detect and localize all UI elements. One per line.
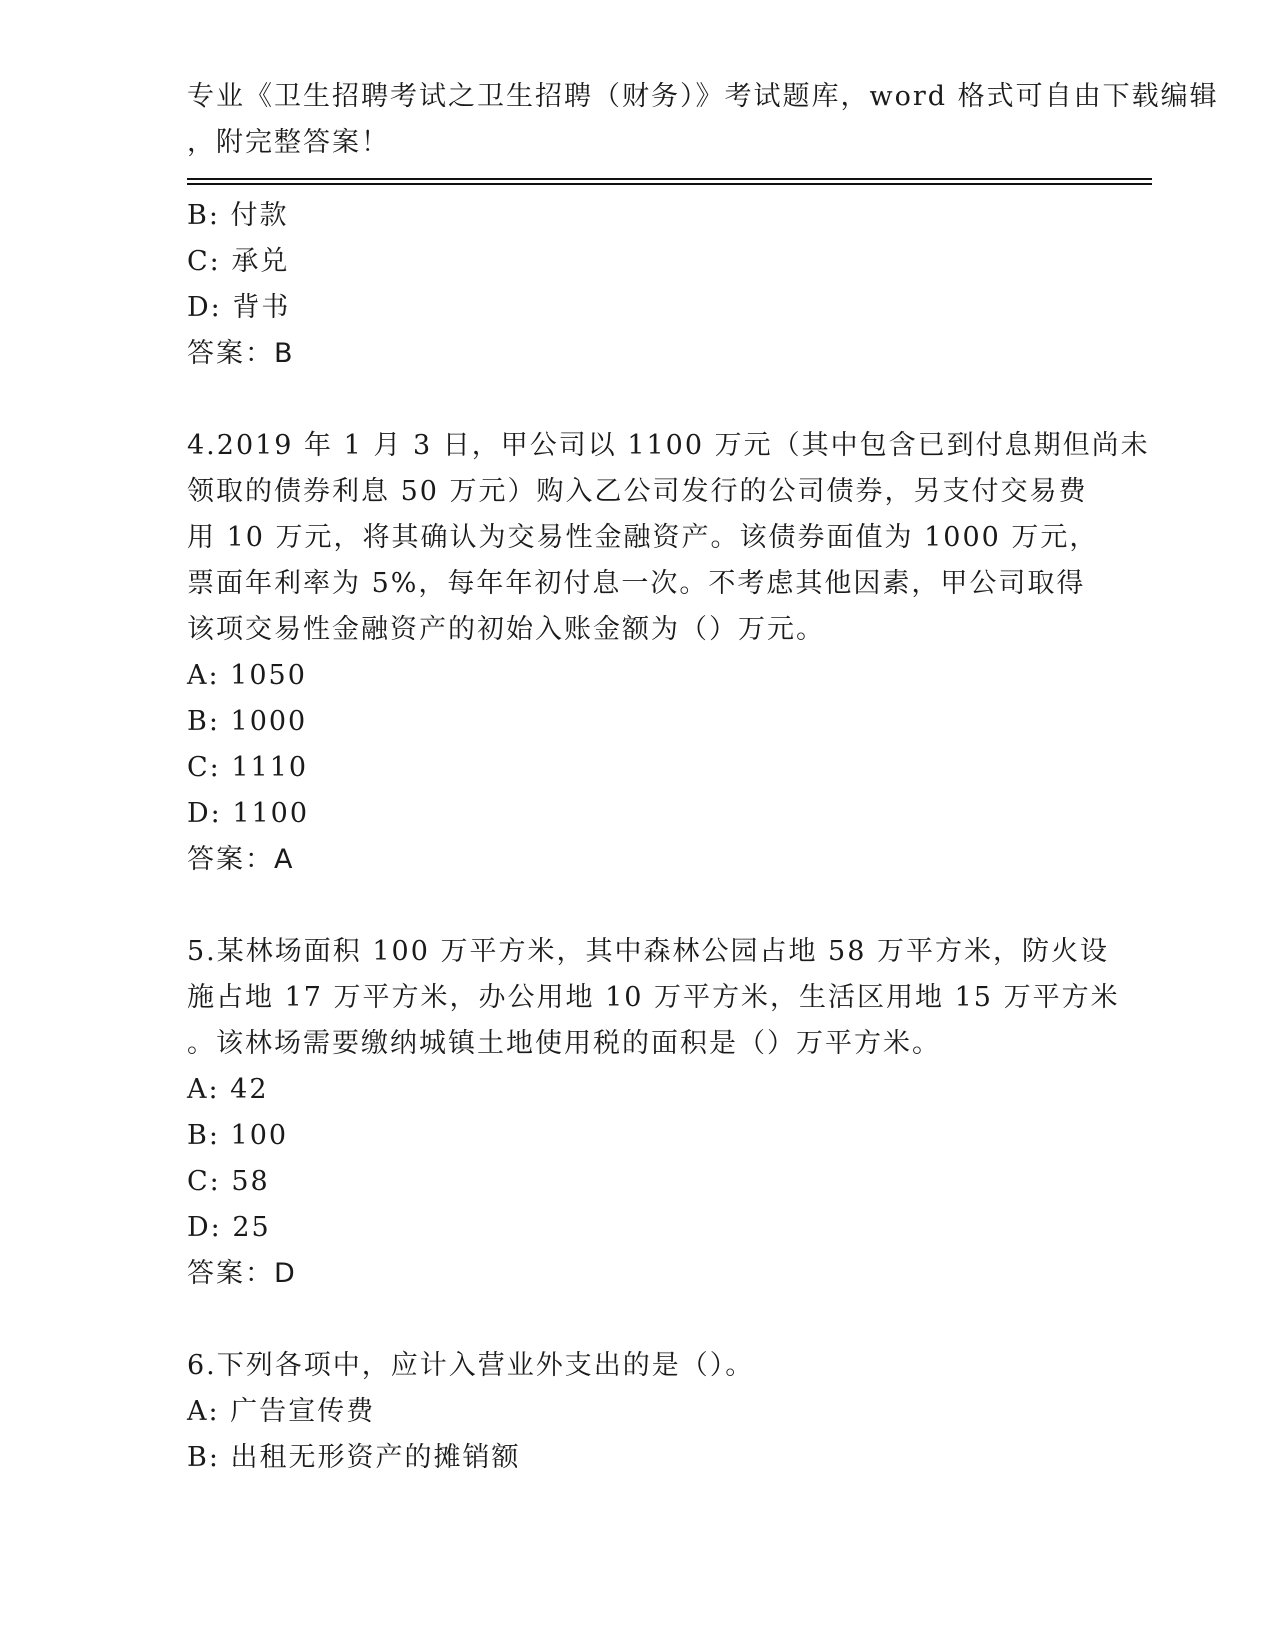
question-text-line: 领取的债券利息 50 万元）购入乙公司发行的公司债券，另支付交易费 [187, 476, 1088, 507]
question-text-line: 用 10 万元，将其确认为交易性金融资产。该债券面值为 1000 万元， [187, 522, 1099, 553]
header-rule-bottom [187, 183, 1152, 185]
question-text-line: 。该林场需要缴纳城镇土地使用税的面积是（）万平方米。 [187, 1028, 941, 1059]
question-text-line: 6.下列各项中，应计入营业外支出的是（）。 [187, 1350, 755, 1381]
document-header [187, 74, 1219, 166]
option-b: B: 出租无形资产的摊销额 [187, 1442, 521, 1473]
option-a: A: 42 [187, 1074, 269, 1105]
question-text-line: 5.某林场面积 100 万平方米，其中森林公园占地 58 万平方米，防火设 [187, 936, 1109, 967]
question-4 [187, 423, 1150, 883]
option-b: B: 100 [187, 1120, 289, 1151]
option-a: A: 1050 [187, 660, 307, 691]
spacer [187, 377, 1107, 423]
option-b: B: 付款 [187, 200, 289, 231]
option-c: C: 1110 [187, 752, 309, 783]
option-d: D: 背书 [187, 292, 291, 323]
option-d: D: 25 [187, 1212, 271, 1243]
header-line-1: 专业《卫生招聘考试之卫生招聘（财务）》考试题库，word 格式可自由下载编辑 [187, 81, 1219, 112]
question-5 [187, 929, 1120, 1297]
question-text-line: 4.2019 年 1 月 3 日，甲公司以 1100 万元（其中包含已到付息期但尚未 [187, 430, 1150, 461]
spacer [187, 883, 1107, 929]
question-3 [187, 193, 1107, 377]
header-rule-top [187, 178, 1152, 180]
answer-line: 答案：B [187, 338, 295, 369]
option-c: C: 58 [187, 1166, 270, 1197]
question-list [187, 193, 1150, 1481]
option-d: D: 1100 [187, 798, 310, 829]
question-text-line: 该项交易性金融资产的初始入账金额为（）万元。 [187, 614, 825, 645]
question-text-line: 票面年利率为 5%，每年年初付息一次。不考虑其他因素，甲公司取得 [187, 568, 1086, 599]
option-c: C: 承兑 [187, 246, 290, 277]
question-text-line: 施占地 17 万平方米，办公用地 10 万平方米，生活区用地 15 万平方米 [187, 982, 1120, 1013]
spacer [187, 1297, 1107, 1343]
answer-line: 答案：D [187, 1258, 297, 1289]
question-6 [187, 1343, 1107, 1481]
option-b: B: 1000 [187, 706, 308, 737]
option-a: A: 广告宣传费 [187, 1396, 376, 1427]
header-line-2: ，附完整答案！ [187, 127, 390, 158]
answer-line: 答案：A [187, 844, 295, 875]
